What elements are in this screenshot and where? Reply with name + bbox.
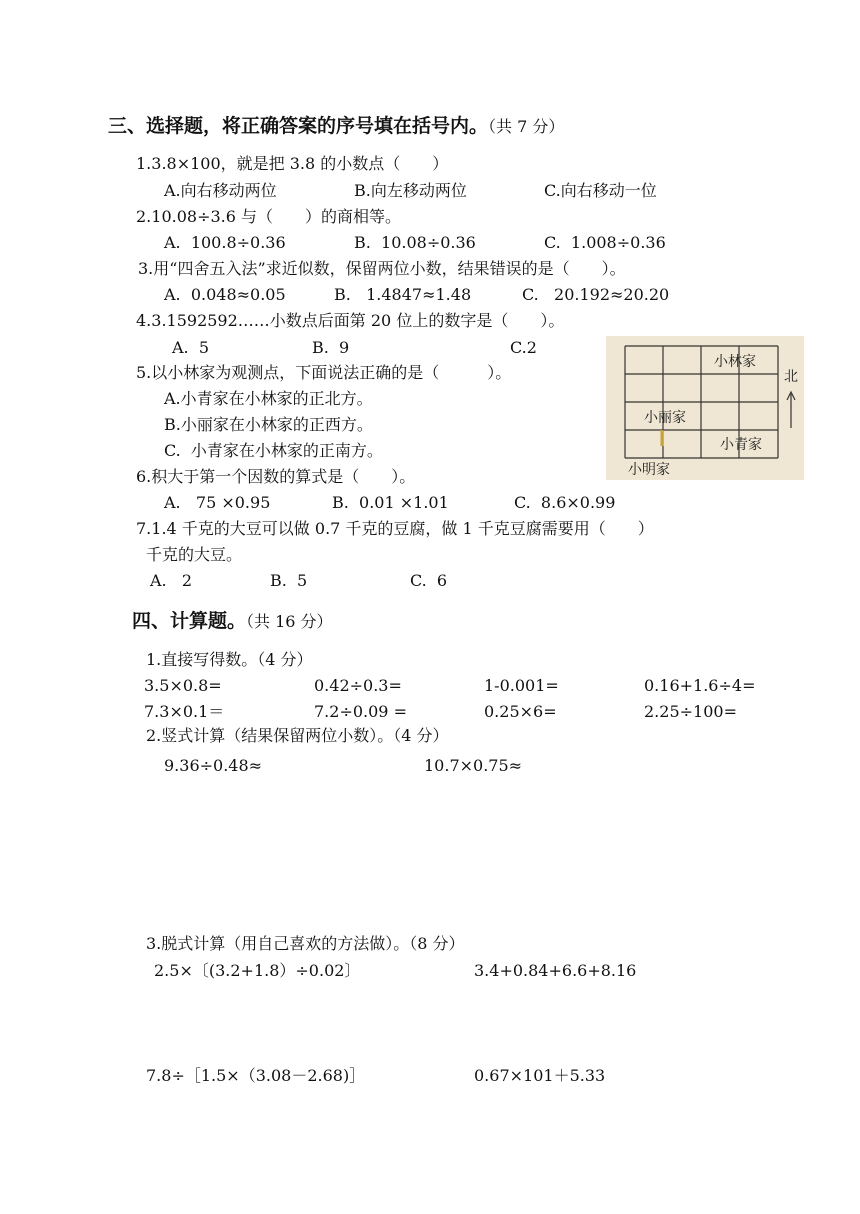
q2-text: 2.10.08÷3.6 与（ ）的商相等。 [136,207,402,226]
p3-title: 3.脱式计算（用自己喜欢的方法做）。（8 分） [146,934,465,953]
map-label-xiaoqing: 小青家 [720,437,762,453]
q6-option-c: C. 8.6×0.99 [514,493,616,512]
q2-option-c: C. 1.008÷0.36 [544,233,666,252]
p3-expr-2: 3.4+0.84+6.6+8.16 [474,961,637,980]
q5-option-c: C. 小青家在小林家的正南方。 [164,441,383,460]
p3-expr-3: 7.8÷［1.5×（3.08－2.68)］ [146,1066,366,1085]
p2-expr-1: 9.36÷0.48≈ [164,756,263,775]
q3-text: 3.用“四舍五入法”求近似数，保留两位小数，结果错误的是（ ）。 [138,259,626,278]
section4-score: （共 16 分） [246,612,333,631]
q3-option-b: B. 1.4847≈1.48 [334,285,472,304]
q7-option-a: A. 2 [150,571,193,590]
q6-text: 6.积大于第一个因数的算式是（ ）。 [136,467,416,486]
p1-title: 1.直接写得数。（4 分） [146,650,313,669]
q3-option-a: A. 0.048≈0.05 [164,285,286,304]
p3-expr-1: 2.5×〔(3.2+1.8）÷0.02〕 [154,961,361,980]
map-label-xiaoming: 小明家 [628,462,670,478]
q4-option-b: B. 9 [312,338,350,357]
section3-heading [108,114,564,139]
q1-option-a: A.向右移动两位 [164,181,277,200]
p1-item-5: 7.3×0.1＝ [144,702,225,721]
q5-text: 5.以小林家为观测点，下面说法正确的是（ ）。 [136,363,512,382]
p3-expr-4: 0.67×101＋5.33 [474,1066,606,1085]
q4-text: 4.3.1592592……小数点后面第 20 位上的数字是（ ）。 [136,311,565,330]
map-label-xiaolin: 小林家 [714,354,756,370]
q1-option-b: B.向左移动两位 [354,181,467,200]
q7-text: 7.1.4 千克的大豆可以做 0.7 千克的豆腐，做 1 千克豆腐需要用（ ） [136,519,654,538]
q7-option-b: B. 5 [270,571,308,590]
section3-title: 三、选择题，将正确答案的序号填在括号内。 [108,115,489,137]
section4-heading [132,609,333,634]
p2-expr-2: 10.7×0.75≈ [424,756,523,775]
map-grid [606,336,804,480]
q7-text-continued: 千克的大豆。 [146,545,243,564]
q3-option-c: C. 20.192≈20.20 [522,285,670,304]
q2-option-a: A. 100.8÷0.36 [164,233,286,252]
section4-title: 四、计算题。 [132,610,247,632]
q5-option-a: A.小青家在小林家的正北方。 [164,389,373,408]
q7-option-c: C. 6 [410,571,448,590]
q2-option-b: B. 10.08÷0.36 [354,233,476,252]
q1-option-c: C.向右移动一位 [544,181,657,200]
p1-item-7: 0.25×6= [484,702,557,721]
q6-option-b: B. 0.01 ×1.01 [332,493,449,512]
p1-item-2: 0.42÷0.3= [314,676,402,695]
map-label-north: 北 [784,369,798,385]
direction-map [606,336,804,480]
q6-option-a: A. 75 ×0.95 [164,493,271,512]
map-label-xiaoli: 小丽家 [644,410,686,426]
p1-item-6: 7.2÷0.09 = [314,702,407,721]
q4-option-a: A. 5 [172,338,209,357]
p1-item-1: 3.5×0.8= [144,676,222,695]
section3-score: （共 7 分） [488,117,565,136]
q5-option-b: B.小丽家在小林家的正西方。 [164,415,373,434]
p2-title: 2.竖式计算（结果保留两位小数）。（4 分） [146,726,449,745]
p1-item-4: 0.16+1.6÷4= [644,676,756,695]
p1-item-3: 1-0.001= [484,676,559,695]
q4-option-c: C.2 [510,338,537,357]
p1-item-8: 2.25÷100= [644,702,737,721]
q1-text: 1.3.8×100，就是把 3.8 的小数点（ ） [136,154,449,173]
